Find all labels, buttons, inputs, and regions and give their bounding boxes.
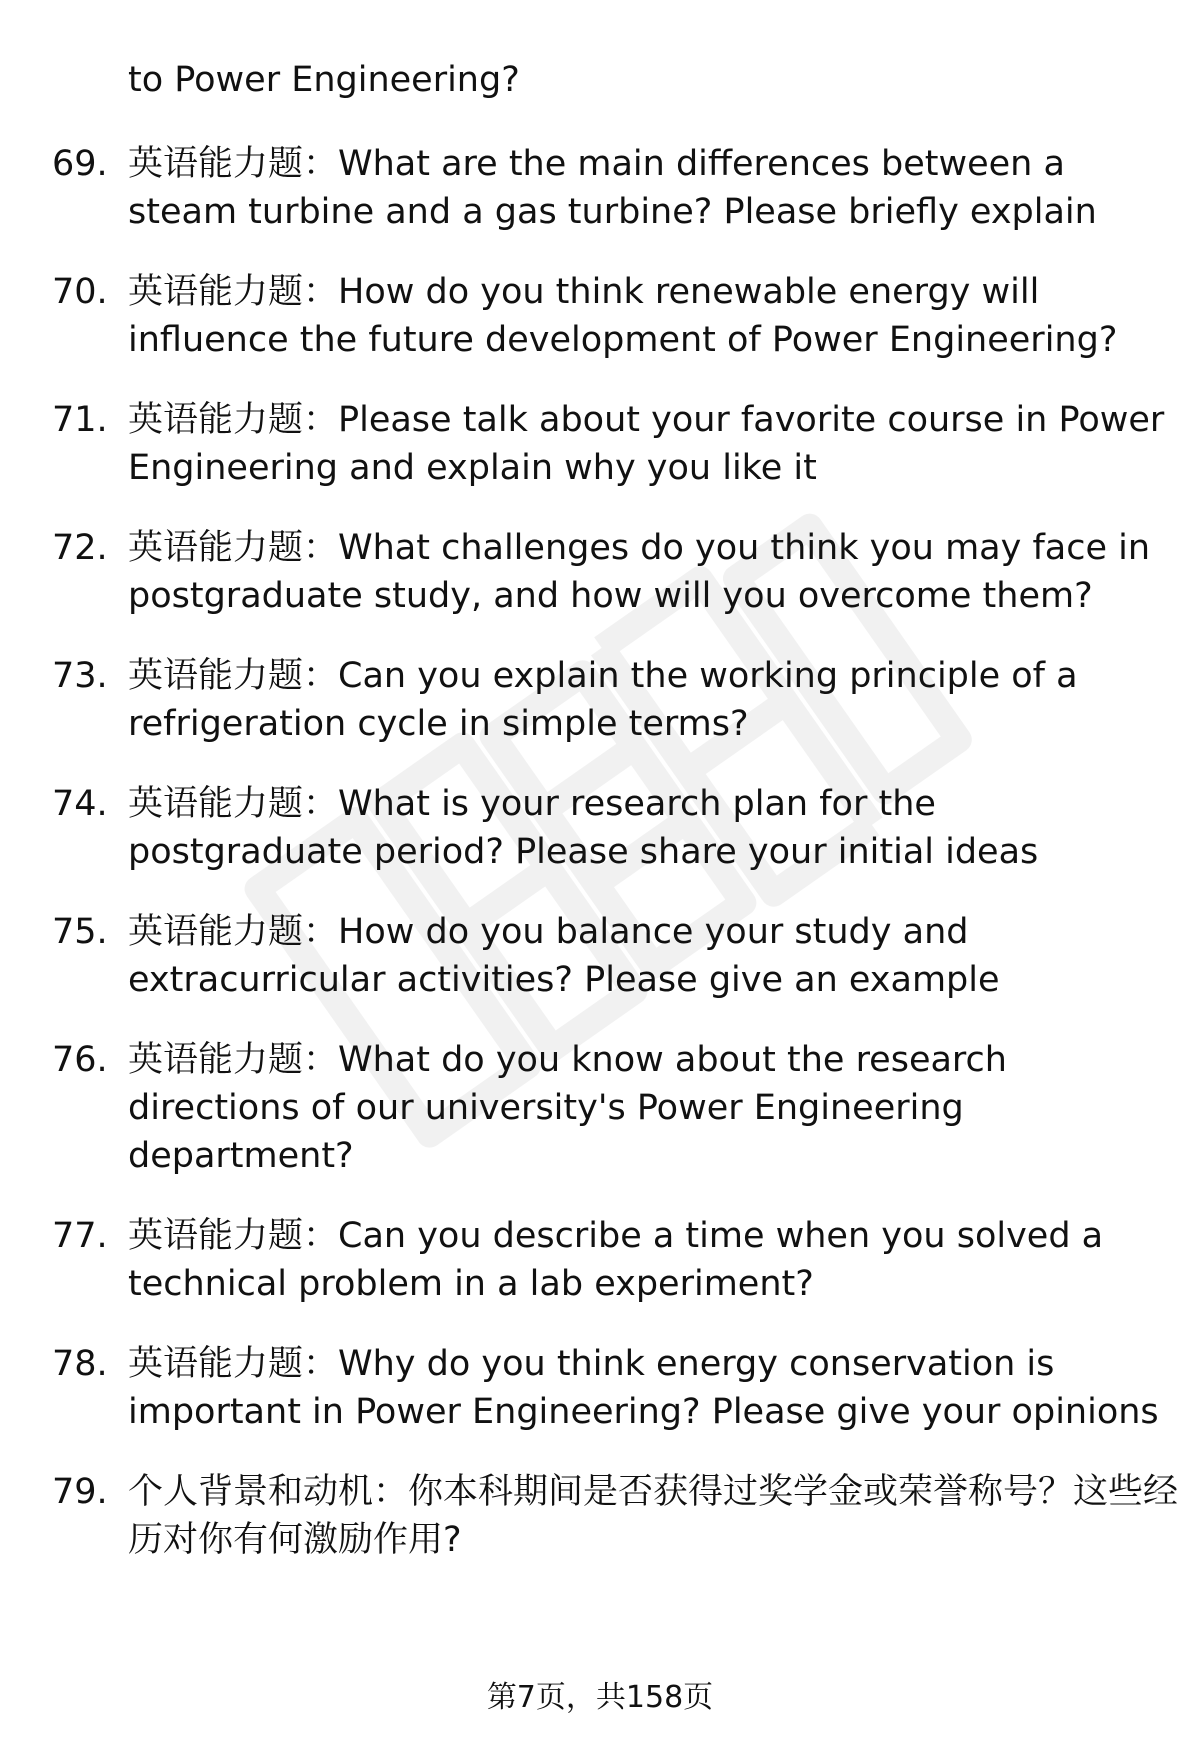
question-text: 英语能力题：What challenges do you think you may face in postgraduate study, and how will you overcome them? bbox=[128, 528, 1151, 616]
question-text: 英语能力题：How do you think renewable energy will influence the future development of Power Engineering? bbox=[128, 272, 1118, 360]
question-text: 英语能力题：What do you know about the research directions of our university's Power Engineering department? bbox=[128, 1040, 1007, 1176]
list-item bbox=[0, 1340, 1200, 1436]
list-item bbox=[0, 1212, 1200, 1308]
list-item bbox=[0, 652, 1200, 748]
question-text: 英语能力题：Can you describe a time when you solved a technical problem in a lab experiment? bbox=[128, 1216, 1104, 1304]
question-number: 78. bbox=[52, 1344, 108, 1384]
question-text: 英语能力题：What are the main differences between a steam turbine and a gas turbine? Please briefly explain bbox=[128, 144, 1097, 232]
list-item bbox=[0, 140, 1200, 236]
question-number: 79. bbox=[52, 1472, 108, 1512]
question-text: 英语能力题：How do you balance your study and extracurricular activities? Please give an example bbox=[128, 912, 1000, 1000]
question-number: 75. bbox=[52, 912, 108, 952]
list-item bbox=[0, 1036, 1200, 1180]
question-number: 69. bbox=[52, 144, 108, 184]
list-item bbox=[0, 780, 1200, 876]
question-text: 个人背景和动机：你本科期间是否获得过奖学金或荣誉称号？这些经历对你有何激励作用? bbox=[128, 1472, 1179, 1560]
list-item bbox=[0, 1468, 1200, 1564]
question-number: 73. bbox=[52, 656, 108, 696]
question-number: 74. bbox=[52, 784, 108, 824]
question-list bbox=[0, 140, 1200, 1596]
page-number-footer: 第7页，共158页 bbox=[486, 1680, 714, 1715]
list-item bbox=[0, 908, 1200, 1004]
question-text: 英语能力题：Why do you think energy conservation is important in Power Engineering? Please give your opinions bbox=[128, 1344, 1159, 1432]
question-text: 英语能力题：Can you explain the working principle of a refrigeration cycle in simple terms? bbox=[128, 656, 1078, 744]
list-item bbox=[0, 268, 1200, 364]
list-item bbox=[0, 396, 1200, 492]
question-number: 70. bbox=[52, 272, 108, 312]
question-number: 71. bbox=[52, 400, 108, 440]
question-number: 77. bbox=[52, 1216, 108, 1256]
question-number: 72. bbox=[52, 528, 108, 568]
continued-question-text: to Power Engineering? bbox=[128, 60, 520, 100]
question-text: 英语能力题：What is your research plan for the postgraduate period? Please share your initial ideas bbox=[128, 784, 1039, 872]
list-item bbox=[0, 524, 1200, 620]
question-text: 英语能力题：Please talk about your favorite course in Power Engineering and explain why you like it bbox=[128, 400, 1165, 488]
question-number: 76. bbox=[52, 1040, 108, 1080]
